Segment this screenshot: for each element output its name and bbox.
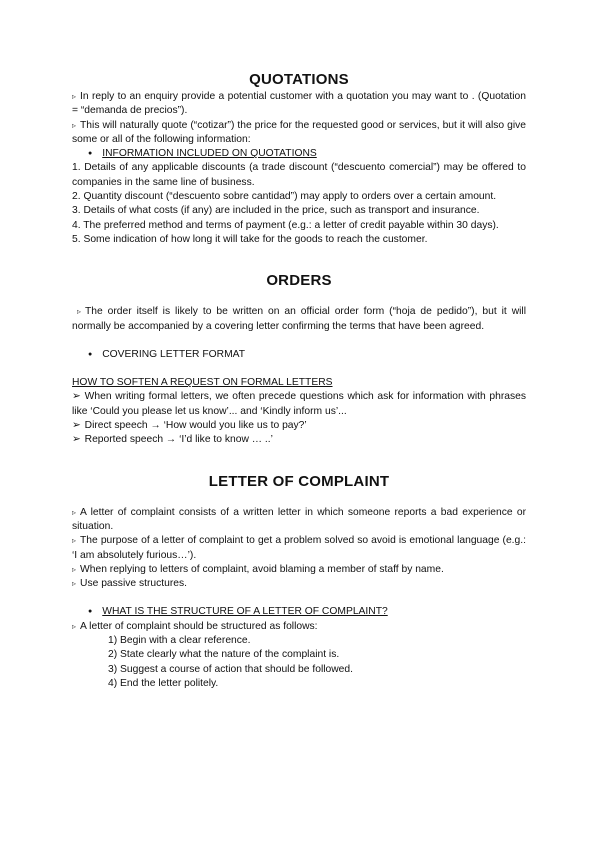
small-arrow-icon: ▹ [72, 564, 77, 574]
spacer [72, 448, 526, 472]
small-arrow-icon: ▹ [72, 507, 77, 517]
complaint-title: LETTER OF COMPLAINT [208, 472, 390, 490]
quotations-title: QUOTATIONS [249, 71, 349, 88]
small-arrow-icon: ▹ [72, 621, 77, 631]
soften-heading: HOW TO SOFTEN A REQUEST ON FORMAL LETTERS [72, 377, 333, 389]
list-item: ➢ Reported speech → ‘I’d like to know … ..’ [72, 434, 273, 446]
orders-paragraph: ▹ The order itself is likely to be written on an official order form (“hoja de pedido”), but it will normally be accompanied by a covering letter confirming the terms that have been agreed. [72, 306, 526, 332]
orders-title: ORDERS [266, 272, 332, 290]
arrow-bullet-icon: ➢ [72, 420, 81, 432]
small-arrow-icon: ▹ [72, 92, 77, 101]
spacer [72, 247, 526, 271]
complaint-paragraph: ▹ When replying to letters of complaint, avoid blaming a member of staff by name. [72, 563, 444, 575]
list-item: ➢ Direct speech → ‘How would you like us to pay?’ [72, 420, 307, 432]
list-item: 4) End the letter politely. [108, 677, 219, 689]
complaint-intro: ▹ A letter of complaint should be structured as follows: [72, 620, 318, 632]
list-item: 1. Details of any applicable discounts (a trade discount (“descuento comercial”) may be offered to companies in the same line of business. [72, 162, 526, 188]
quotations-paragraph: ▹ This will naturally quote (“cotizar”) the price for the requested good or services, but it will also give some or all of the following information: [72, 119, 526, 145]
small-arrow-icon: ▹ [76, 307, 81, 317]
arrow-bullet-icon: ➢ [72, 391, 81, 403]
arrow-bullet-icon: ➢ [72, 434, 81, 446]
complaint-steps [72, 634, 526, 691]
complaint-bullet-heading: ● WHAT IS THE STRUCTURE OF A LETTER OF COMPLAINT? [72, 605, 526, 619]
complaint-paragraph: ▹ Use passive structures. [72, 578, 188, 590]
list-item: 2) State clearly what the nature of the complaint is. [108, 649, 340, 661]
spacer [72, 591, 526, 605]
quotations-bullet-heading: ● INFORMATION INCLUDED ON QUOTATIONS [72, 147, 526, 161]
orders-bullet-heading: ● COVERING LETTER FORMAT [72, 348, 526, 362]
list-item: 3. Details of what costs (if any) are included in the price, such as transport and insurance. [72, 205, 480, 217]
small-arrow-icon: ▹ [72, 579, 77, 589]
spacer [72, 334, 526, 348]
list-item: 1) Begin with a clear reference. [108, 635, 251, 647]
spacer [72, 492, 526, 506]
quotations-paragraph: ▹ In reply to an enquiry provide a potential customer with a quotation you may want to . (Quotation = “demanda de precios”). [72, 91, 526, 117]
list-item: 4. The preferred method and terms of payment (e.g.: a letter of credit payable within 30 days). [72, 219, 499, 231]
list-item: 2. Quantity discount (“descuento sobre cantidad”) may apply to orders over a certain amount. [72, 191, 497, 203]
complaint-paragraph: ▹ The purpose of a letter of complaint to get a problem solved so avoid is emotional language (e.g.: ‘I am absolutely furious…’). [72, 535, 526, 561]
spacer [72, 291, 526, 305]
complaint-paragraph: ▹ A letter of complaint consists of a written letter in which someone reports a bad experience or situation. [72, 506, 526, 532]
small-arrow-icon: ▹ [72, 536, 77, 546]
document-body [72, 70, 526, 691]
list-item: 3) Suggest a course of action that should be followed. [108, 663, 353, 675]
list-item: 5. Some indication of how long it will take for the goods to reach the customer. [72, 233, 428, 245]
small-arrow-icon: ▹ [72, 120, 77, 130]
list-item: ➢ When writing formal letters, we often precede questions which ask for information with phrases like ‘Could you please let us know’... and ‘Kindly inform us’... [72, 391, 526, 417]
spacer [72, 362, 526, 376]
